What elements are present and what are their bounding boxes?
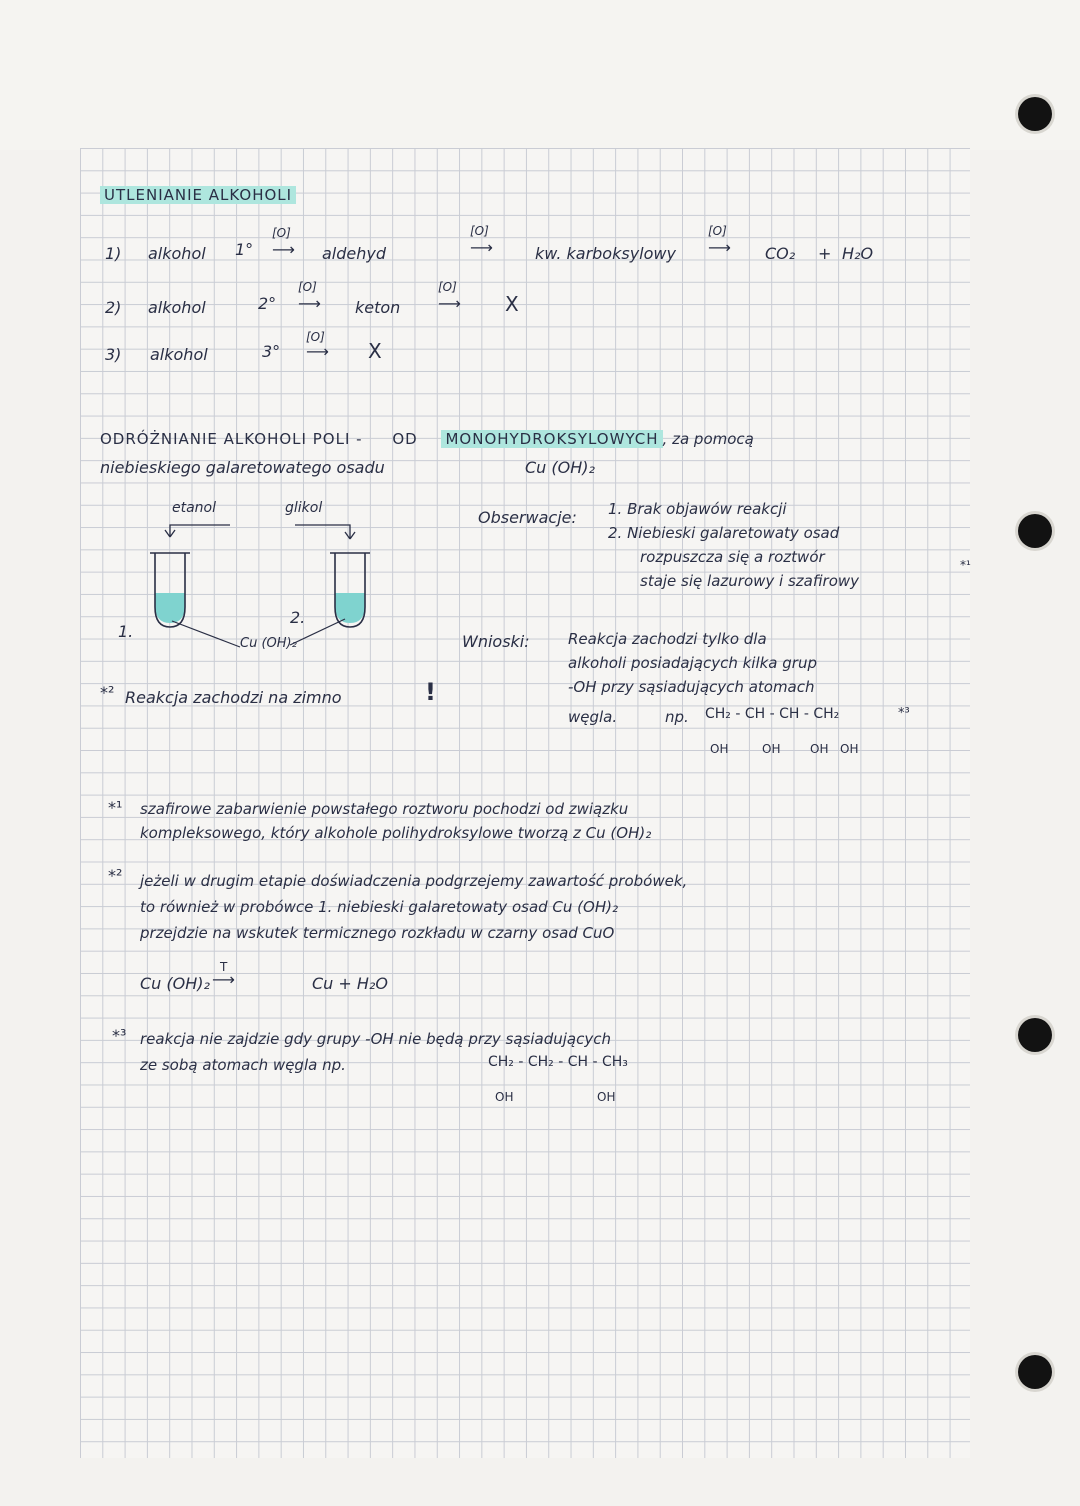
hydroxyl-group: OH <box>762 742 781 756</box>
row-number: 3) <box>105 345 122 364</box>
product-co2: CO₂ <box>765 244 796 263</box>
page-top-background <box>0 0 1080 150</box>
reaction-arrow: ⟶ <box>298 294 321 313</box>
footnote-2-line: to również w probówce 1. niebieski galaretowaty osad Cu (OH)₂ <box>140 898 618 916</box>
reaction-arrow: ⟶ <box>470 238 493 257</box>
hydroxyl-group: OH <box>710 742 729 756</box>
oxidation-label: [O] <box>708 224 727 238</box>
observation-item: 2. Niebieski galaretowaty osad <box>608 524 840 542</box>
hydroxyl-group: OH <box>495 1090 514 1104</box>
footnote-marker-1: *¹ <box>108 798 123 817</box>
conclusion-line: alkoholi posiadających kilka grup <box>568 654 817 672</box>
tube-1-liquid <box>155 593 185 623</box>
row-number: 2) <box>105 298 122 317</box>
reactant: alkohol <box>148 298 206 317</box>
footnote-1-line: kompleksowego, który alkohole polihydroksylowe tworzą z Cu (OH)₂ <box>140 824 652 842</box>
alcohol-order: 2° <box>258 294 277 313</box>
reagent-formula: Cu (OH)₂ <box>525 458 595 477</box>
product-aldehyde: aldehyd <box>322 244 387 263</box>
reaction-arrow: ⟶ <box>272 240 295 259</box>
alcohol-order: 1° <box>235 240 254 259</box>
heading-part: ODRÓŻNIANIE ALKOHOLI POLI - <box>100 430 363 448</box>
oxidation-label: [O] <box>438 280 457 294</box>
page-title <box>100 186 296 204</box>
tube-label-ethanol: etanol <box>172 500 217 516</box>
product-water: H₂O <box>842 244 874 263</box>
reagent-label: Cu (OH)₂ <box>240 636 297 651</box>
oxidation-label: [O] <box>470 224 489 238</box>
row-number: 1) <box>105 244 122 263</box>
heading-part: , za pomocą <box>662 430 754 448</box>
heading-part: OD <box>392 430 418 448</box>
hydroxyl-group: OH <box>810 742 829 756</box>
product-ketone: keton <box>355 298 401 317</box>
diol-formula: CH₂ - CH₂ - CH - CH₃ <box>488 1054 628 1070</box>
footnote-3-line: reakcja nie zajdzie gdy grupy -OH nie będą przy sąsiadujących <box>140 1030 611 1048</box>
example-prefix: np. <box>665 708 689 726</box>
conclusions-label: Wnioski: <box>462 632 530 651</box>
reaction-arrow: ⟶ <box>708 238 731 257</box>
observations-label: Obserwacje: <box>478 508 577 527</box>
glycerol-like-formula: CH₂ - CH - CH - CH₂ <box>705 706 840 722</box>
oxidation-label: [O] <box>272 226 291 240</box>
reaction-arrow: ⟶ <box>212 970 235 989</box>
binder-hole <box>1018 1355 1052 1389</box>
footnote-3-line: ze sobą atomach węgla np. <box>140 1056 346 1074</box>
reagent-line-1 <box>172 621 240 647</box>
equation-products: Cu + H₂O <box>312 974 388 993</box>
binder-hole <box>1018 97 1052 131</box>
page-title-text: UTLENIANIE ALKOHOLI <box>100 186 296 204</box>
no-reaction-mark: X <box>368 339 382 363</box>
footnote-marker-3: *³ <box>112 1026 127 1045</box>
equation-reactant: Cu (OH)₂ <box>140 974 210 993</box>
footnote-ref-1: *¹ <box>960 558 971 572</box>
product-acid: kw. karboksylowy <box>535 244 676 263</box>
heading-line2: niebieskiego galaretowatego osadu <box>100 458 385 477</box>
oxidation-label: [O] <box>298 280 317 294</box>
hydroxyl-group: OH <box>840 742 859 756</box>
tube-number-1: 1. <box>118 622 134 641</box>
binder-hole <box>1018 514 1052 548</box>
alcohol-order: 3° <box>262 342 281 361</box>
observation-item: staje się lazurowy i szafirowy <box>640 572 860 590</box>
oxidation-label: [O] <box>306 330 325 344</box>
observation-item: 1. Brak objawów reakcji <box>608 500 787 518</box>
conclusion-line: -OH przy sąsiadujących atomach <box>568 678 815 696</box>
equation-condition: T <box>220 960 228 974</box>
hydroxyl-group: OH <box>597 1090 616 1104</box>
tube-2-liquid <box>335 593 365 623</box>
arrow-to-tube-2 <box>295 525 355 539</box>
footnote-1-line: szafirowe zabarwienie powstałego roztworu pochodzi od związku <box>140 800 629 818</box>
footnote-ref-2: *² <box>100 683 115 702</box>
footnote-ref-3: *³ <box>898 706 910 721</box>
footnote-2-line: jeżeli w drugim etapie doświadczenia podgrzejemy zawartość probówek, <box>140 872 688 890</box>
binder-hole <box>1018 1018 1052 1052</box>
conclusion-line: Reakcja zachodzi tylko dla <box>568 630 767 648</box>
reactant: alkohol <box>148 244 206 263</box>
plus-sign: + <box>818 244 832 263</box>
observation-item: rozpuszcza się a roztwór <box>640 548 825 566</box>
no-reaction-mark: X <box>505 292 519 316</box>
section-heading <box>100 430 754 448</box>
heading-highlight: MONOHYDROKSYLOWYCH <box>441 430 662 448</box>
arrow-to-tube-1 <box>165 525 230 537</box>
reaction-arrow: ⟶ <box>438 294 461 313</box>
conclusion-line: węgla. <box>568 708 618 726</box>
test-tubes-drawing <box>140 515 400 655</box>
tube-label-glycol: glikol <box>285 500 323 516</box>
footnote-marker-2: *² <box>108 866 123 885</box>
exclamation-mark: ! <box>425 678 436 706</box>
tube-number-2: 2. <box>290 608 306 627</box>
reactant: alkohol <box>150 345 208 364</box>
footnote-2-line: przejdzie na wskutek termicznego rozkładu w czarny osad CuO <box>140 924 615 942</box>
reaction-arrow: ⟶ <box>306 342 329 361</box>
cold-reaction-note: Reakcja zachodzi na zimno <box>125 688 342 707</box>
